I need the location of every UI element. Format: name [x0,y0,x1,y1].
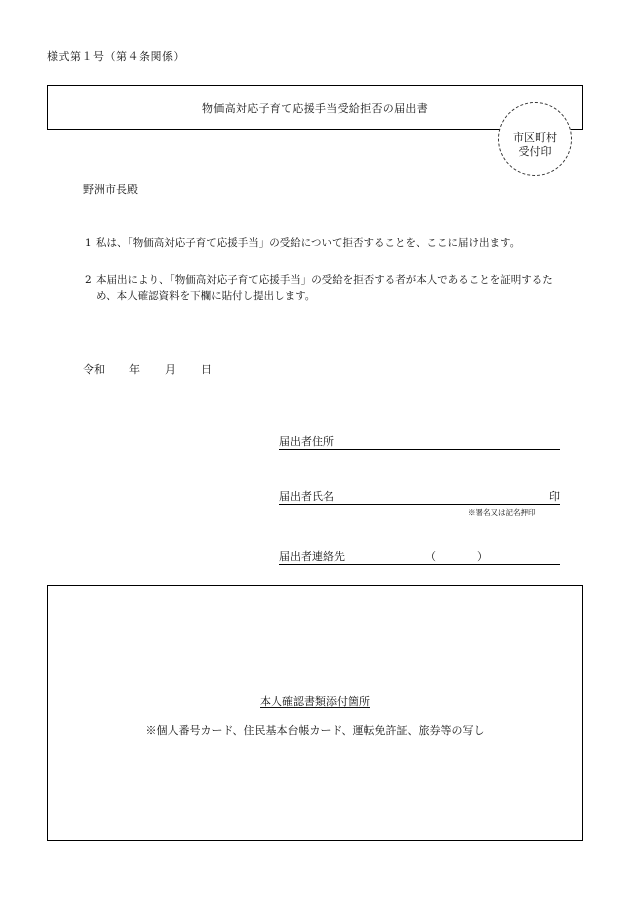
date-day: 日 [201,363,212,376]
address-field[interactable] [279,433,560,450]
id-section-title [48,693,582,709]
item-number: 2 [85,274,92,286]
address-label: 届出者住所 [279,435,334,448]
seal-mark: 印 [549,490,560,503]
date-month: 月 [165,363,176,376]
statement-item-1 [85,235,565,269]
date-year: 年 [129,363,140,376]
stamp-line-1: 市区町村 [513,131,557,144]
stamp-line-2: 受付印 [518,145,552,158]
item-text: 本届出により、「物価高対応子育て応援手当」の受給を拒否する者が本人であることを証明するため、本人確認資料を下欄に貼付し提出します。 [96,274,553,302]
statement-item-2 [85,272,565,306]
signature-note: ※署名又は記名押印 [468,508,536,517]
contact-field[interactable] [279,548,560,565]
name-field[interactable] [279,488,560,505]
document-title: 物価高対応子育て応援手当受給拒否の届出書 [202,102,428,115]
item-number: 1 [85,237,92,249]
id-section-title-text: 本人確認書類添付箇所 [260,695,370,708]
addressee: 野洲市長殿 [83,183,138,196]
paren-open: （ [425,550,436,563]
name-label: 届出者氏名 [279,490,334,503]
id-document-attachment-area[interactable] [47,585,583,841]
item-text: 私は、「物価高対応子育て応援手当」の受給について拒否することを、ここに届け出ます。 [96,237,521,249]
contact-label: 届出者連絡先 [279,550,345,563]
reception-stamp-circle [498,102,572,176]
form-number: 様式第１号（第４条関係） [47,50,185,63]
date-era: 令和 [83,363,105,376]
paren-close: ） [477,550,488,563]
id-section-note: ※個人番号カード、住民基本台帳カード、運転免許証、旅券等の写し [145,724,485,737]
